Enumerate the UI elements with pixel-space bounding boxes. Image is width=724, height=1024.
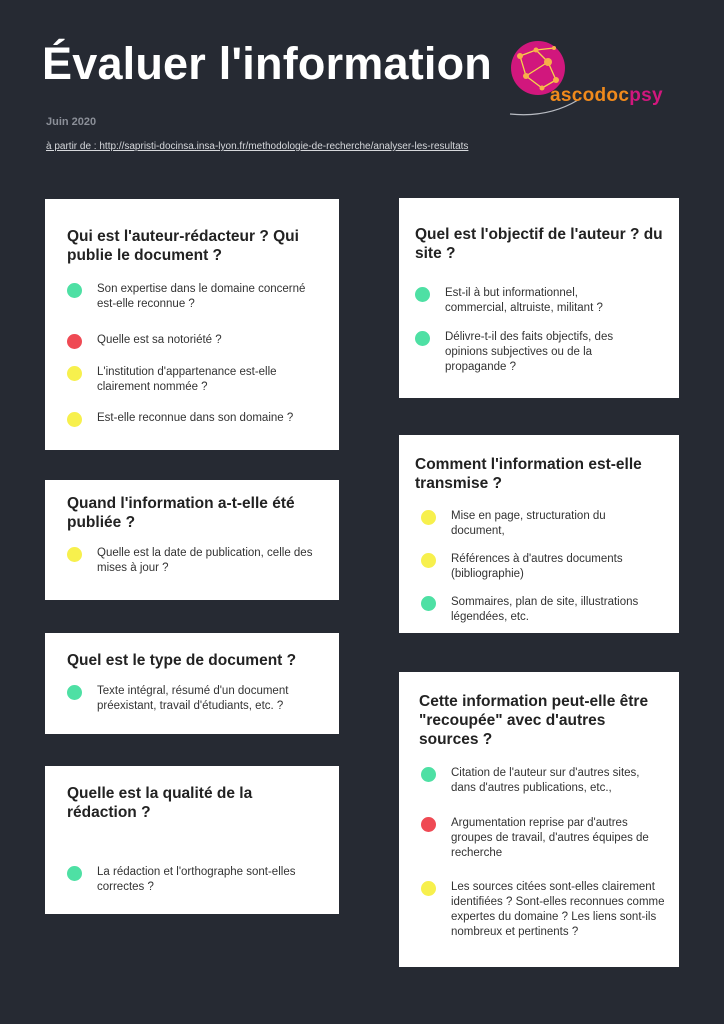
card-publication-date (45, 480, 339, 600)
green-dot-icon (415, 287, 430, 302)
card-author-objective (399, 198, 679, 398)
list-item: Les sources citées sont-elles clairement identifiées ? Sont-elles reconnues comme expertes du domaine ? Les liens sont-ils nombreux et pertinents ? (421, 880, 666, 940)
card-title: Cette information peut-elle être "recoupée" avec d'autres sources ? (419, 693, 649, 748)
list-item: Sommaires, plan de site, illustrations légendées, etc. (421, 595, 666, 625)
yellow-dot-icon (421, 510, 436, 525)
logo-wordmark (550, 85, 663, 107)
card-cross-check (399, 672, 679, 967)
list-item: Son expertise dans le domaine concerné est-elle reconnue ? (67, 282, 323, 312)
yellow-dot-icon (421, 881, 436, 896)
list-item: Mise en page, structuration du document, (421, 509, 631, 539)
card-transmission (399, 435, 679, 633)
green-dot-icon (421, 767, 436, 782)
card-title: Qui est l'auteur-rédacteur ? Qui publie le document ? (67, 228, 299, 264)
list-item: La rédaction et l'orthographe sont-elles correctes ? (67, 865, 297, 895)
yellow-dot-icon (67, 366, 82, 381)
list-item: Quelle est sa notoriété ? (67, 333, 323, 348)
list-item: Texte intégral, résumé d'un document préexistant, travail d'étudiants, etc. ? (67, 684, 325, 714)
red-dot-icon (67, 334, 82, 349)
logo-text-part1: ascodoc (550, 85, 630, 106)
green-dot-icon (415, 331, 430, 346)
list-item: Délivre-t-il des faits objectifs, des opinions subjectives ou de la propagande ? (415, 330, 645, 375)
yellow-dot-icon (421, 553, 436, 568)
green-dot-icon (67, 866, 82, 881)
list-item: Est-elle reconnue dans son domaine ? (67, 411, 323, 426)
list-item: Quelle est la date de publication, celle des mises à jour ? (67, 546, 323, 576)
yellow-dot-icon (67, 412, 82, 427)
list-item: Est-il à but informationnel, commercial, altruiste, militant ? (415, 286, 640, 316)
page-title: Évaluer l'information (42, 38, 492, 89)
card-writing-quality (45, 766, 339, 914)
list-item: Références à d'autres documents (bibliographie) (421, 552, 651, 582)
card-title: Quand l'information a-t-elle été publiée ? (67, 495, 295, 531)
source-link[interactable]: à partir de : http://sapristi-docinsa.insa-lyon.fr/methodologie-de-recherche/analyser-les-resultats (46, 141, 469, 152)
logo-text-part2: psy (629, 85, 663, 106)
card-document-type (45, 633, 339, 734)
green-dot-icon (67, 685, 82, 700)
green-dot-icon (67, 283, 82, 298)
publication-date: Juin 2020 (46, 116, 97, 128)
card-title: Quelle est la qualité de la rédaction ? (67, 785, 253, 821)
card-title: Quel est le type de document ? (67, 652, 297, 669)
yellow-dot-icon (67, 547, 82, 562)
list-item: Argumentation reprise par d'autres groupes de travail, d'autres équipes de recherche (421, 816, 666, 861)
list-item: L'institution d'appartenance est-elle clairement nommée ? (67, 365, 323, 395)
card-title: Comment l'information est-elle transmise ? (415, 456, 642, 492)
red-dot-icon (421, 817, 436, 832)
list-item: Citation de l'auteur sur d'autres sites, dans d'autres publications, etc., (421, 766, 666, 796)
card-title: Quel est l'objectif de l'auteur ? du site ? (415, 226, 663, 262)
green-dot-icon (421, 596, 436, 611)
card-author (45, 199, 339, 450)
